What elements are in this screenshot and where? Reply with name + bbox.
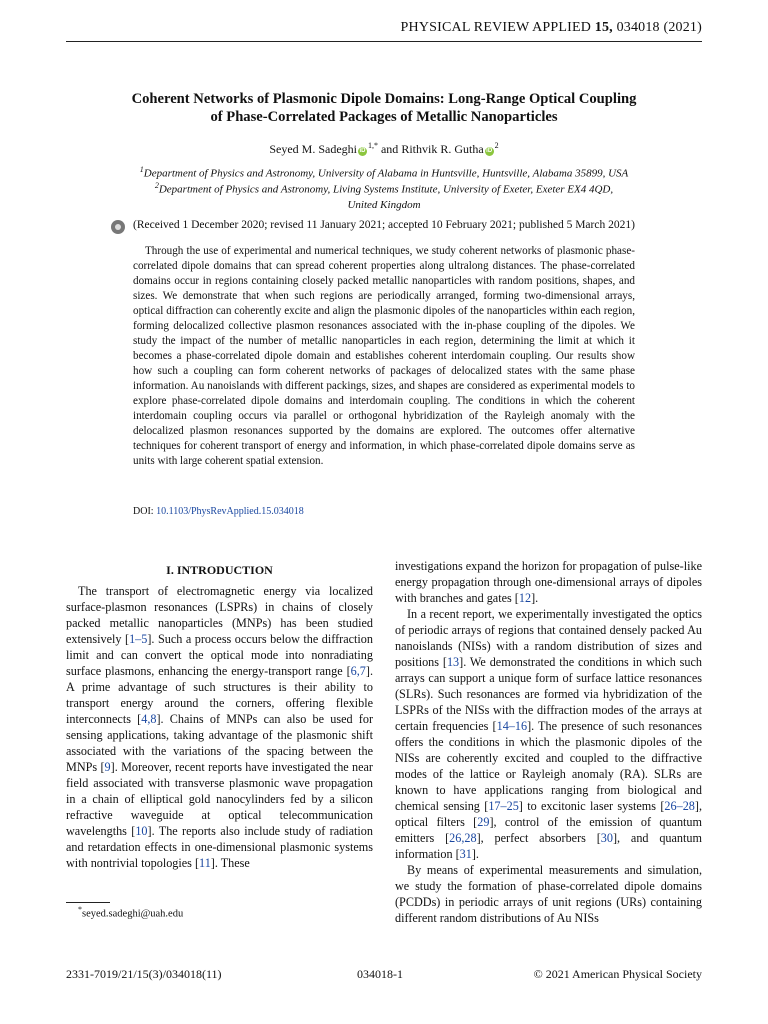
text-run: ].: [471, 847, 479, 861]
citation-link[interactable]: 6,7: [350, 664, 366, 678]
paper-title: [66, 90, 702, 126]
intro-paragraph-1-continued: [395, 558, 702, 606]
citation-link[interactable]: 30: [600, 831, 613, 845]
affiliation-2: [66, 178, 702, 213]
citation-link[interactable]: 9: [104, 760, 111, 774]
text-run: ]. The presence of such resonances offers the conditions in which the plasmonic dipoles of the NISs are coherently excited and coupled to the diffractive modes of the lattice or Rayleigh anomaly (RA). SLRs are known to have applications ranging from biological and chemical sensing [: [395, 719, 702, 813]
orcid-icon[interactable]: iD: [486, 148, 493, 154]
header-rule: [66, 41, 702, 42]
crossmark-icon[interactable]: [111, 220, 125, 234]
citation-link[interactable]: 26–28: [664, 799, 695, 813]
text-run: ] to excitonic laser systems [: [518, 799, 665, 813]
section-heading: I. INTRODUCTION: [166, 563, 273, 577]
text-run: ]. These: [210, 856, 250, 870]
footnote-mark: *: [78, 905, 82, 914]
footer-issn: 2331-7019/21/15(3)/034018(11): [66, 967, 222, 981]
title-line-2: of Phase-Correlated Packages of Metallic Nanoparticles: [210, 109, 558, 125]
citation-link[interactable]: 4,8: [141, 712, 157, 726]
text-run: In a recent report, we experimentally investigated the optics of periodic arrays of regions that contained densely packed Au nanoislands (NISs) with a random distribution of sizes and positions [: [395, 607, 702, 669]
author-1-name: Seyed M. Sadeghi: [269, 142, 357, 156]
citation-link[interactable]: 1–5: [129, 632, 148, 646]
footer-page-number: 034018-1: [357, 967, 403, 981]
author-list: [66, 141, 702, 157]
citation-link[interactable]: 13: [446, 655, 460, 669]
journal-header: [66, 20, 702, 36]
citation-link[interactable]: 26,28: [449, 831, 477, 845]
article-number-year: 034018 (2021): [616, 20, 702, 35]
affiliation-2-text: Department of Physics and Astronomy, Living Systems Institute, University of Exeter, Exeter EX4 4QD,: [158, 183, 614, 196]
text-run: ]. Chains of MNPs can also be used for sensing applications, taking advantage of the plasmonic shift associated with the variations of the spacing between the MNPs [: [66, 712, 374, 774]
author-1-superscript: 1,*: [367, 141, 378, 150]
citation-link[interactable]: 10: [135, 824, 148, 838]
orcid-icon[interactable]: iD: [359, 148, 366, 154]
author-conjunction: and: [380, 142, 399, 156]
left-column: [66, 562, 373, 871]
affiliation-1-number: 1: [139, 165, 144, 174]
citation-link[interactable]: 12: [518, 591, 532, 605]
journal-volume: 15,: [594, 20, 613, 35]
citation-link[interactable]: 31: [459, 847, 472, 861]
text-run: ]. Moreover, recent reports have investigated the near field associated with transverse plasmonic wave propagation in a chain of elliptical gold nanocylinders fed by a silicon refractive waveguide at optical telecommunication wavelengths [: [66, 760, 373, 838]
intro-paragraph-1: [66, 583, 373, 871]
citation-link[interactable]: 14–16: [496, 719, 528, 733]
right-column: [395, 558, 702, 926]
text-run: ]. A prime advantage of such structures is their ability to transport energy around the corners, offering flexible interconnects [: [66, 664, 373, 726]
text-run: ], perfect absorbers [: [476, 831, 601, 845]
received-dates: (Received 1 December 2020; revised 11 January 2021; accepted 10 February 2021; published 5 March 2021): [133, 219, 635, 231]
footnote-email: seyed.sadeghi@uah.edu: [82, 908, 184, 920]
affiliation-2-number: 2: [154, 181, 159, 190]
author-2-superscript: 2: [494, 141, 499, 150]
text-run: ]. The reports also include study of radiation and retardation effects in one-dimensional plasmonic systems with nontrivial topologies [: [66, 824, 373, 870]
citation-link[interactable]: 29: [477, 815, 490, 829]
text-run: ]. Such a process occurs below the diffraction limit and can convert the optical mode into nonradiating surface plasmons, enhancing the energy-transport range [: [66, 632, 373, 678]
text-run: ].: [531, 591, 539, 605]
text-run: ], optical filters [: [395, 799, 702, 829]
title-line-1: Coherent Networks of Plasmonic Dipole Domains: Long-Range Optical Coupling: [131, 91, 637, 107]
footnote-rule: [66, 902, 110, 903]
author-2-name: Rithvik R. Gutha: [401, 142, 484, 156]
doi-line: [133, 506, 304, 517]
footnote: [78, 905, 183, 920]
journal-name: PHYSICAL REVIEW APPLIED: [400, 20, 592, 35]
footer-copyright: © 2021 American Physical Society: [533, 967, 702, 981]
text-run: ], control of the emission of quantum emitters [: [395, 815, 703, 845]
text-run: ]. We demonstrated the conditions in which such arrays can support a unique form of surface lattice resonances (SLRs). Such resonances are formed via hybridization of the LSPRs of the NISs with the diffraction modes of the arrays at certain frequencies [: [395, 655, 703, 733]
abstract: Through the use of experimental and numerical techniques, we study coherent networks of plasmonic phase-correlated dipole domains that can spread coherent properties along ultralong distances. The phase-correlated domains occur in regions containing closely packed metallic nanoparticles with random positions, shapes, and sizes. We demonstrate that when such regions are periodically arranged, forming two-dimensional arrays, optical diffraction can coherently excite and align the plasmonic dipoles of the nanoparticles within each region, forming delocalized collective plasmon resonances associated with the in-phase coupling of the dipoles. We study the impact of the number of metallic nanoparticles in each region, determining the limit at which it becomes a phase-correlated dipole domain and establishes coherent interdomain coupling. Our results show how such a coupling can form coherent networks of packages of delocalized states with the same phase information. Au nanoislands with different packings, sizes, and shapes are considered as experimental models to explore phase-correlated dipole domains and interdomain coupling. The conditions in which the coherent interdomain coupling occurs via parallel or orthogonal hybridization of the Rayleigh anomaly with the delocalized plasmon resonances supported by the domains are explored. The outcomes offer alternative techniques for coherent transport of energy and information, in which phase-correlated dipole domains serve as units with large coherent spatial extension.: [133, 245, 635, 467]
citation-link[interactable]: 11: [199, 856, 211, 870]
text-run: ], and quantum information [: [395, 831, 702, 861]
text-run: The transport of electromagnetic energy via localized surface-plasmon resonances (LSPRs) in chains of closely packed metallic nanoparticles (MNPs) has been studied extensively [: [66, 584, 373, 646]
intro-paragraph-2: [395, 606, 702, 862]
text-run: investigations expand the horizon for propagation of pulse-like energy propagation through one-dimensional arrays of dipoles with branches and gates [: [395, 559, 702, 605]
doi-link[interactable]: 10.1103/PhysRevApplied.15.034018: [156, 506, 304, 517]
intro-paragraph-3: By means of experimental measurements and simulation, we study the formation of phase-correlated dipole domains (PCDDs) in periodic arrays of unit regions (URs) containing different random distributions of Au NISs: [395, 863, 702, 925]
doi-label: DOI:: [133, 506, 154, 517]
affiliation-1-text: Department of Physics and Astronomy, University of Alabama in Huntsville, Huntsville, Alabama 35899, USA: [143, 167, 629, 180]
citation-link[interactable]: 17–25: [488, 799, 519, 813]
affiliation-2-continuation: United Kingdom: [347, 198, 421, 211]
